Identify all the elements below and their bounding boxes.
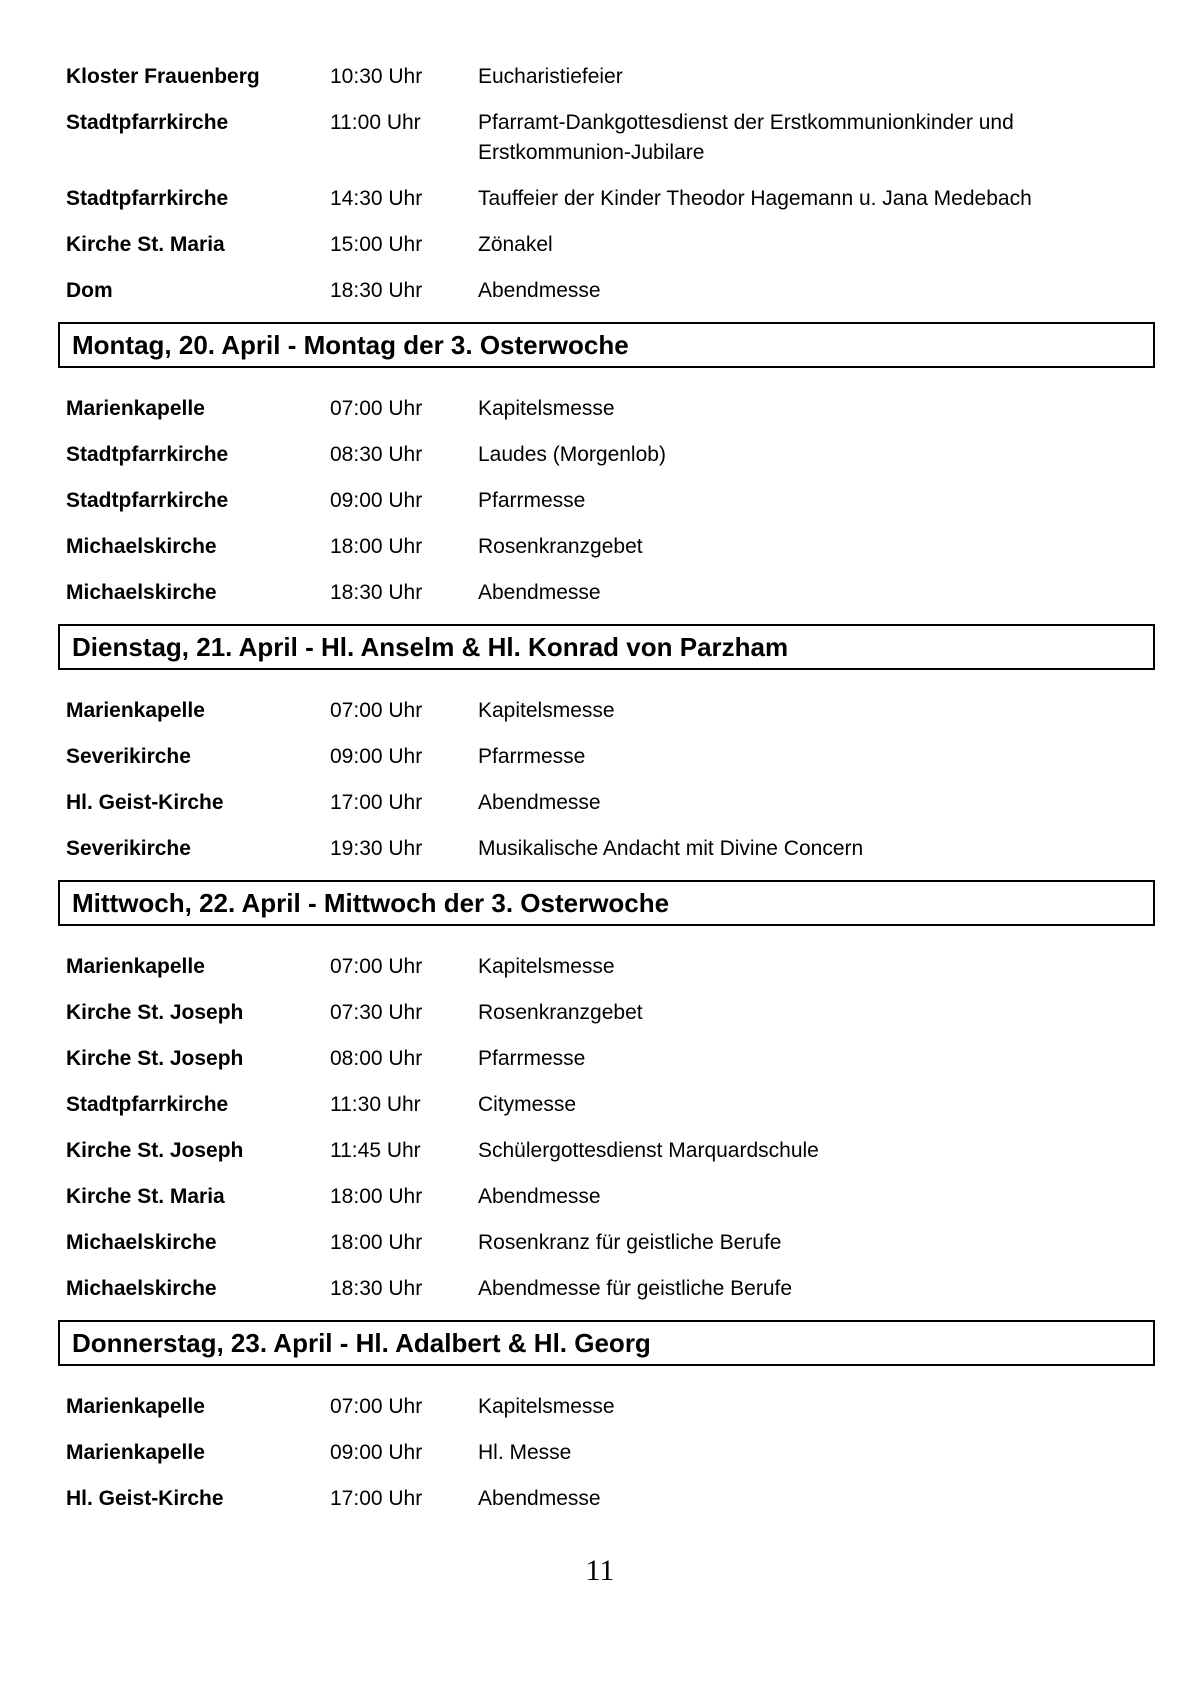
description-line: Rosenkranzgebet (478, 535, 643, 558)
schedule-row (66, 578, 1155, 608)
location-cell: Stadtpfarrkirche (66, 187, 229, 210)
schedule-row (66, 532, 1155, 562)
section-rows (0, 952, 1200, 1304)
day-section (0, 322, 1200, 608)
section-rows (0, 394, 1200, 608)
section-rows (0, 1392, 1200, 1514)
description-line: Abendmesse (478, 791, 601, 814)
time-cell: 10:30 Uhr (330, 65, 423, 88)
schedule-row (66, 276, 1155, 306)
description-line: Pfarramt-Dankgottesdienst der Erstkommunionkinder und (478, 111, 1014, 134)
description-cell (478, 1090, 1155, 1120)
time-cell: 17:00 Uhr (330, 791, 423, 814)
schedule-row (66, 62, 1155, 92)
day-section (0, 1320, 1200, 1514)
description-line: Erstkommunion-Jubilare (478, 141, 705, 164)
day-header: Montag, 20. April - Montag der 3. Osterwoche (58, 322, 1155, 368)
schedule-row (66, 952, 1155, 982)
section-rows (0, 696, 1200, 864)
description-line: Abendmesse (478, 1185, 601, 1208)
time-cell: 09:00 Uhr (330, 1441, 423, 1464)
description-line: Eucharistiefeier (478, 65, 623, 88)
day-header: Mittwoch, 22. April - Mittwoch der 3. Osterwoche (58, 880, 1155, 926)
schedule (0, 62, 1200, 1514)
description-cell (478, 1274, 1155, 1304)
day-header: Donnerstag, 23. April - Hl. Adalbert & Hl. Georg (58, 1320, 1155, 1366)
schedule-row (66, 184, 1155, 214)
time-cell: 09:00 Uhr (330, 489, 423, 512)
description-line: Kapitelsmesse (478, 699, 615, 722)
schedule-row (66, 230, 1155, 260)
description-line: Abendmesse (478, 279, 601, 302)
location-cell: Severikirche (66, 745, 191, 768)
location-cell: Michaelskirche (66, 581, 217, 604)
description-line: Zönakel (478, 233, 553, 256)
description-cell (478, 62, 1155, 92)
description-line: Kapitelsmesse (478, 955, 615, 978)
description-cell (478, 184, 1155, 214)
description-cell (478, 696, 1155, 726)
location-cell: Marienkapelle (66, 955, 205, 978)
schedule-row (66, 1044, 1155, 1074)
location-cell: Marienkapelle (66, 1395, 205, 1418)
time-cell: 08:00 Uhr (330, 1047, 423, 1070)
page-number: 11 (585, 1554, 615, 1587)
description-cell (478, 230, 1155, 260)
time-cell: 18:30 Uhr (330, 279, 423, 302)
schedule-row (66, 834, 1155, 864)
description-cell (478, 1228, 1155, 1258)
schedule-row (66, 1228, 1155, 1258)
description-line: Abendmesse (478, 1487, 601, 1510)
time-cell: 18:00 Uhr (330, 535, 423, 558)
description-line: Abendmesse für geistliche Berufe (478, 1277, 793, 1300)
time-cell: 17:00 Uhr (330, 1487, 423, 1510)
schedule-row (66, 1484, 1155, 1514)
description-cell (478, 440, 1155, 470)
description-cell (478, 998, 1155, 1028)
location-cell: Michaelskirche (66, 535, 217, 558)
description-line: Kapitelsmesse (478, 1395, 615, 1418)
time-cell: 07:00 Uhr (330, 699, 423, 722)
description-cell (478, 1484, 1155, 1514)
location-cell: Kloster Frauenberg (66, 65, 260, 88)
description-line: Abendmesse (478, 581, 601, 604)
location-cell: Michaelskirche (66, 1231, 217, 1254)
location-cell: Hl. Geist-Kirche (66, 791, 224, 814)
time-cell: 18:00 Uhr (330, 1231, 423, 1254)
day-section (0, 62, 1200, 306)
schedule-row (66, 440, 1155, 470)
time-cell: 15:00 Uhr (330, 233, 423, 256)
description-line: Citymesse (478, 1093, 577, 1116)
description-cell (478, 834, 1155, 864)
time-cell: 07:30 Uhr (330, 1001, 423, 1024)
location-cell: Marienkapelle (66, 1441, 205, 1464)
location-cell: Hl. Geist-Kirche (66, 1487, 224, 1510)
description-cell (478, 1438, 1155, 1468)
description-cell (478, 276, 1155, 306)
description-line: Pfarrmesse (478, 489, 586, 512)
description-cell (478, 1182, 1155, 1212)
location-cell: Dom (66, 279, 113, 302)
location-cell: Kirche St. Joseph (66, 1001, 244, 1024)
description-cell (478, 486, 1155, 516)
description-line: Kapitelsmesse (478, 397, 615, 420)
description-cell (478, 952, 1155, 982)
location-cell: Kirche St. Maria (66, 233, 225, 256)
time-cell: 07:00 Uhr (330, 397, 423, 420)
schedule-row (66, 998, 1155, 1028)
location-cell: Kirche St. Joseph (66, 1047, 244, 1070)
schedule-row (66, 742, 1155, 772)
description-cell (478, 788, 1155, 818)
schedule-row (66, 1182, 1155, 1212)
description-line: Rosenkranz für geistliche Berufe (478, 1231, 782, 1254)
location-cell: Kirche St. Maria (66, 1185, 225, 1208)
time-cell: 09:00 Uhr (330, 745, 423, 768)
section-rows (0, 62, 1200, 306)
description-line: Musikalische Andacht mit Divine Concern (478, 837, 864, 860)
schedule-row (66, 1090, 1155, 1120)
location-cell: Marienkapelle (66, 699, 205, 722)
schedule-row (66, 788, 1155, 818)
description-cell (478, 394, 1155, 424)
day-section (0, 880, 1200, 1304)
time-cell: 07:00 Uhr (330, 1395, 423, 1418)
location-cell: Stadtpfarrkirche (66, 111, 229, 134)
description-line: Pfarrmesse (478, 1047, 586, 1070)
schedule-row (66, 1136, 1155, 1166)
schedule-row (66, 486, 1155, 516)
time-cell: 07:00 Uhr (330, 955, 423, 978)
time-cell: 11:30 Uhr (330, 1093, 421, 1116)
location-cell: Kirche St. Joseph (66, 1139, 244, 1162)
description-line: Schülergottesdienst Marquardschule (478, 1139, 819, 1162)
description-line: Tauffeier der Kinder Theodor Hagemann u. Jana Medebach (478, 187, 1032, 210)
description-line: Rosenkranzgebet (478, 1001, 643, 1024)
location-cell: Stadtpfarrkirche (66, 443, 229, 466)
description-cell (478, 1392, 1155, 1422)
schedule-row (66, 696, 1155, 726)
schedule-row (66, 1274, 1155, 1304)
description-cell (478, 532, 1155, 562)
schedule-row (66, 108, 1155, 168)
description-line: Pfarrmesse (478, 745, 586, 768)
description-cell (478, 578, 1155, 608)
description-cell (478, 1044, 1155, 1074)
time-cell: 18:30 Uhr (330, 1277, 423, 1300)
schedule-row (66, 394, 1155, 424)
description-line: Hl. Messe (478, 1441, 572, 1464)
location-cell: Marienkapelle (66, 397, 205, 420)
location-cell: Michaelskirche (66, 1277, 217, 1300)
schedule-row (66, 1438, 1155, 1468)
description-cell (478, 108, 1155, 168)
location-cell: Stadtpfarrkirche (66, 489, 229, 512)
time-cell: 19:30 Uhr (330, 837, 423, 860)
time-cell: 11:45 Uhr (330, 1139, 421, 1162)
description-line: Laudes (Morgenlob) (478, 443, 666, 466)
time-cell: 18:30 Uhr (330, 581, 423, 604)
location-cell: Severikirche (66, 837, 191, 860)
schedule-row (66, 1392, 1155, 1422)
time-cell: 18:00 Uhr (330, 1185, 423, 1208)
location-cell: Stadtpfarrkirche (66, 1093, 229, 1116)
description-cell (478, 742, 1155, 772)
day-section (0, 624, 1200, 864)
time-cell: 11:00 Uhr (330, 111, 421, 134)
time-cell: 08:30 Uhr (330, 443, 423, 466)
time-cell: 14:30 Uhr (330, 187, 423, 210)
day-header: Dienstag, 21. April - Hl. Anselm & Hl. Konrad von Parzham (58, 624, 1155, 670)
description-cell (478, 1136, 1155, 1166)
